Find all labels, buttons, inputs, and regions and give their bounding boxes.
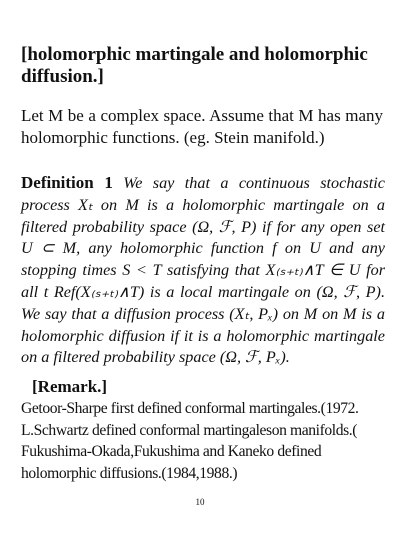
remark-heading: [Remark.] xyxy=(32,377,108,396)
remark-paragraph: Getoor-Sharpe first defined conformal martingales.(1972. L.Schwartz defined conformal martingaleson manifolds.( Fukushima-Okada,Fukushima and Kaneko defined holomorphic diffusions.(1984,1988.) xyxy=(21,400,359,482)
intro-paragraph: Let M be a complex space. Assume that M has many holomorphic functions. (eg. Stein manifold.) xyxy=(21,106,383,147)
definition-block xyxy=(21,172,385,369)
page-number: 10 xyxy=(195,497,205,507)
definition-body: We say that a continuous stochastic process Xₜ on M is a holomorphic martingale on a filtered probability space (Ω, ℱ, P) if for any open set U ⊂ M, any holomorphic function f on U and any stopping times S < T satisfying that X₍ₛ₊ₜ₎∧T ∈ U for all t Ref(X₍ₛ₊ₜ₎∧T) is a local martingale on (Ω, ℱ, P). We say that a diffusion process (Xₜ, Pₓ) on M on M is a holomorphic diffusion if it is a holomorphic martingale on a filtered probability space (Ω, ℱ, Pₓ). xyxy=(21,174,385,367)
definition-label: Definition 1 xyxy=(21,173,113,192)
section-heading: [holomorphic martingale and holomorphic diffusion.] xyxy=(21,44,368,87)
